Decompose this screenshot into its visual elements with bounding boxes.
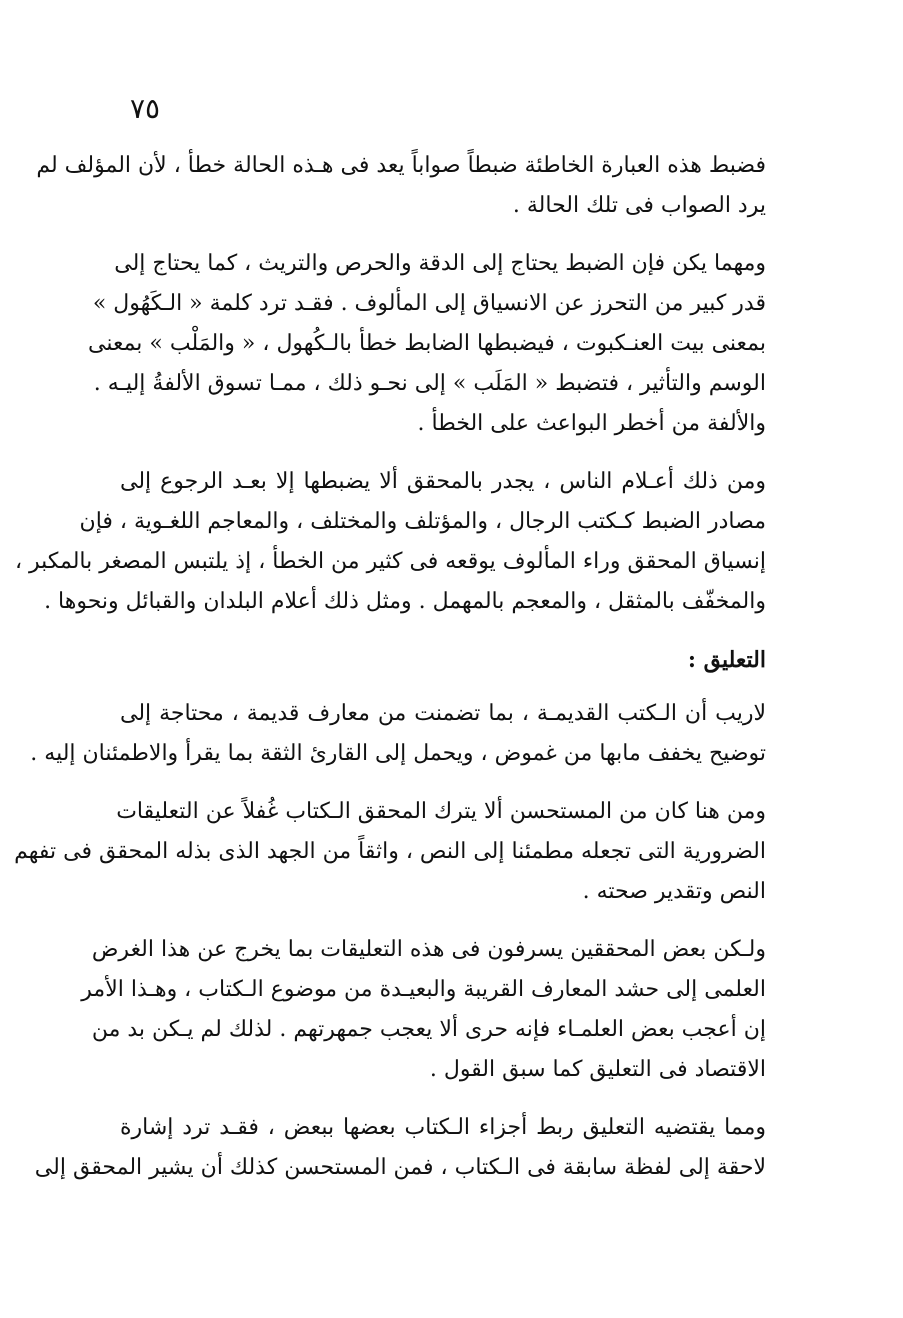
section-before-heading [14,146,766,622]
paragraph [81,930,766,1090]
text-line: ومما يقتضيه التعليق ربط أجزاء الـكتاب بعضها ببعض ، فقـد ترد إشارة [120,1115,766,1140]
text-line: إن أعجب بعض العلمـاء فإنه حرى ألا يعجب جمهرتهم . لذلك لم يـكن بد من [91,1017,766,1042]
paragraph [36,146,766,226]
text-line: الاقتصاد فى التعليق كما سبق القول . [429,1057,766,1082]
paragraph [30,694,766,774]
text-line: النص وتقدير صحته . [582,879,766,904]
text-line: الضرورية التى تجعله مطمئنا إلى النص ، واثقاً من الجهد الذى بذله المحقق فى تفهم [14,839,766,864]
text-line: قدر كبير من التحرز عن الانسياق إلى المألوف . فقـد ترد كلمة « الـكَهُول » [92,291,766,316]
text-line: يرد الصواب فى تلك الحالة . [512,193,766,218]
paragraph [87,244,766,444]
text-line: ومن هنا كان من المستحسن ألا يترك المحقق الـكتاب غُفلاً عن التعليقات [116,799,766,824]
text-line: إنسياق المحقق وراء المألوف يوقعه فى كثير من الخطأ ، إذ يلتبس المصغر بالمكبر ، [14,549,766,574]
page-number: ٧٥ [130,92,161,125]
paragraph [34,1108,766,1188]
text-line: مصادر الضبط كـكتب الرجال ، والمؤتلف والمختلف ، والمعاجم اللغـوية ، فإن [79,509,766,534]
text-line: العلمى إلى حشد المعارف القريبة والبعيـدة من موضوع الـكتاب ، وهـذا الأمر [81,977,766,1002]
text-line: لاحقة إلى لفظة سابقة فى الـكتاب ، فمن المستحسن كذلك أن يشير المحقق إلى [34,1155,766,1180]
text-line: لاريب أن الـكتب القديمـة ، بما تضمنت من معارف قديمة ، محتاجة إلى [120,701,766,726]
paragraph [14,792,766,912]
text-line: بمعنى بيت العنـكبوت ، فيضبطها الضابط خطأ بالـكُهول ، « والمَلْب » بمعنى [87,331,766,356]
text-line: توضيح يخفف مابها من غموض ، ويحمل إلى القارئ الثقة بما يقرأ والاطمئنان إليه . [30,741,766,766]
text-line: ومهما يكن فإن الضبط يحتاج إلى الدقة والحرص والتريث ، كما يحتاج إلى [114,251,766,276]
text-line: والألفة من أخطر البواعث على الخطأ . [417,411,766,436]
text-line: ومن ذلك أعـلام الناس ، يجدر بالمحقق ألا يضبطها إلا بعـد الرجوع إلى [120,469,766,494]
text-line: والمخفّف بالمثقل ، والمعجم بالمهمل . ومثل ذلك أعلام البلدان والقبائل ونحوها . [44,589,766,614]
section-heading: التعليق : [687,647,766,673]
text-line: الوسم والتأثير ، فتضبط « المَلَب » إلى نحـو ذلك ، ممـا تسوق الألفةُ إليـه . [93,371,766,396]
paragraph [14,462,766,622]
section-after-heading [14,694,766,1188]
text-line: ولـكن بعض المحققين يسرفون فى هذه التعليقات بما يخرج عن هذا الغرض [91,937,766,962]
text-line: فضبط هذه العبارة الخاطئة ضبطاً صواباً يعد فى هـذه الحالة خطأ ، لأن المؤلف لم [36,153,766,178]
page-text [14,146,766,1206]
